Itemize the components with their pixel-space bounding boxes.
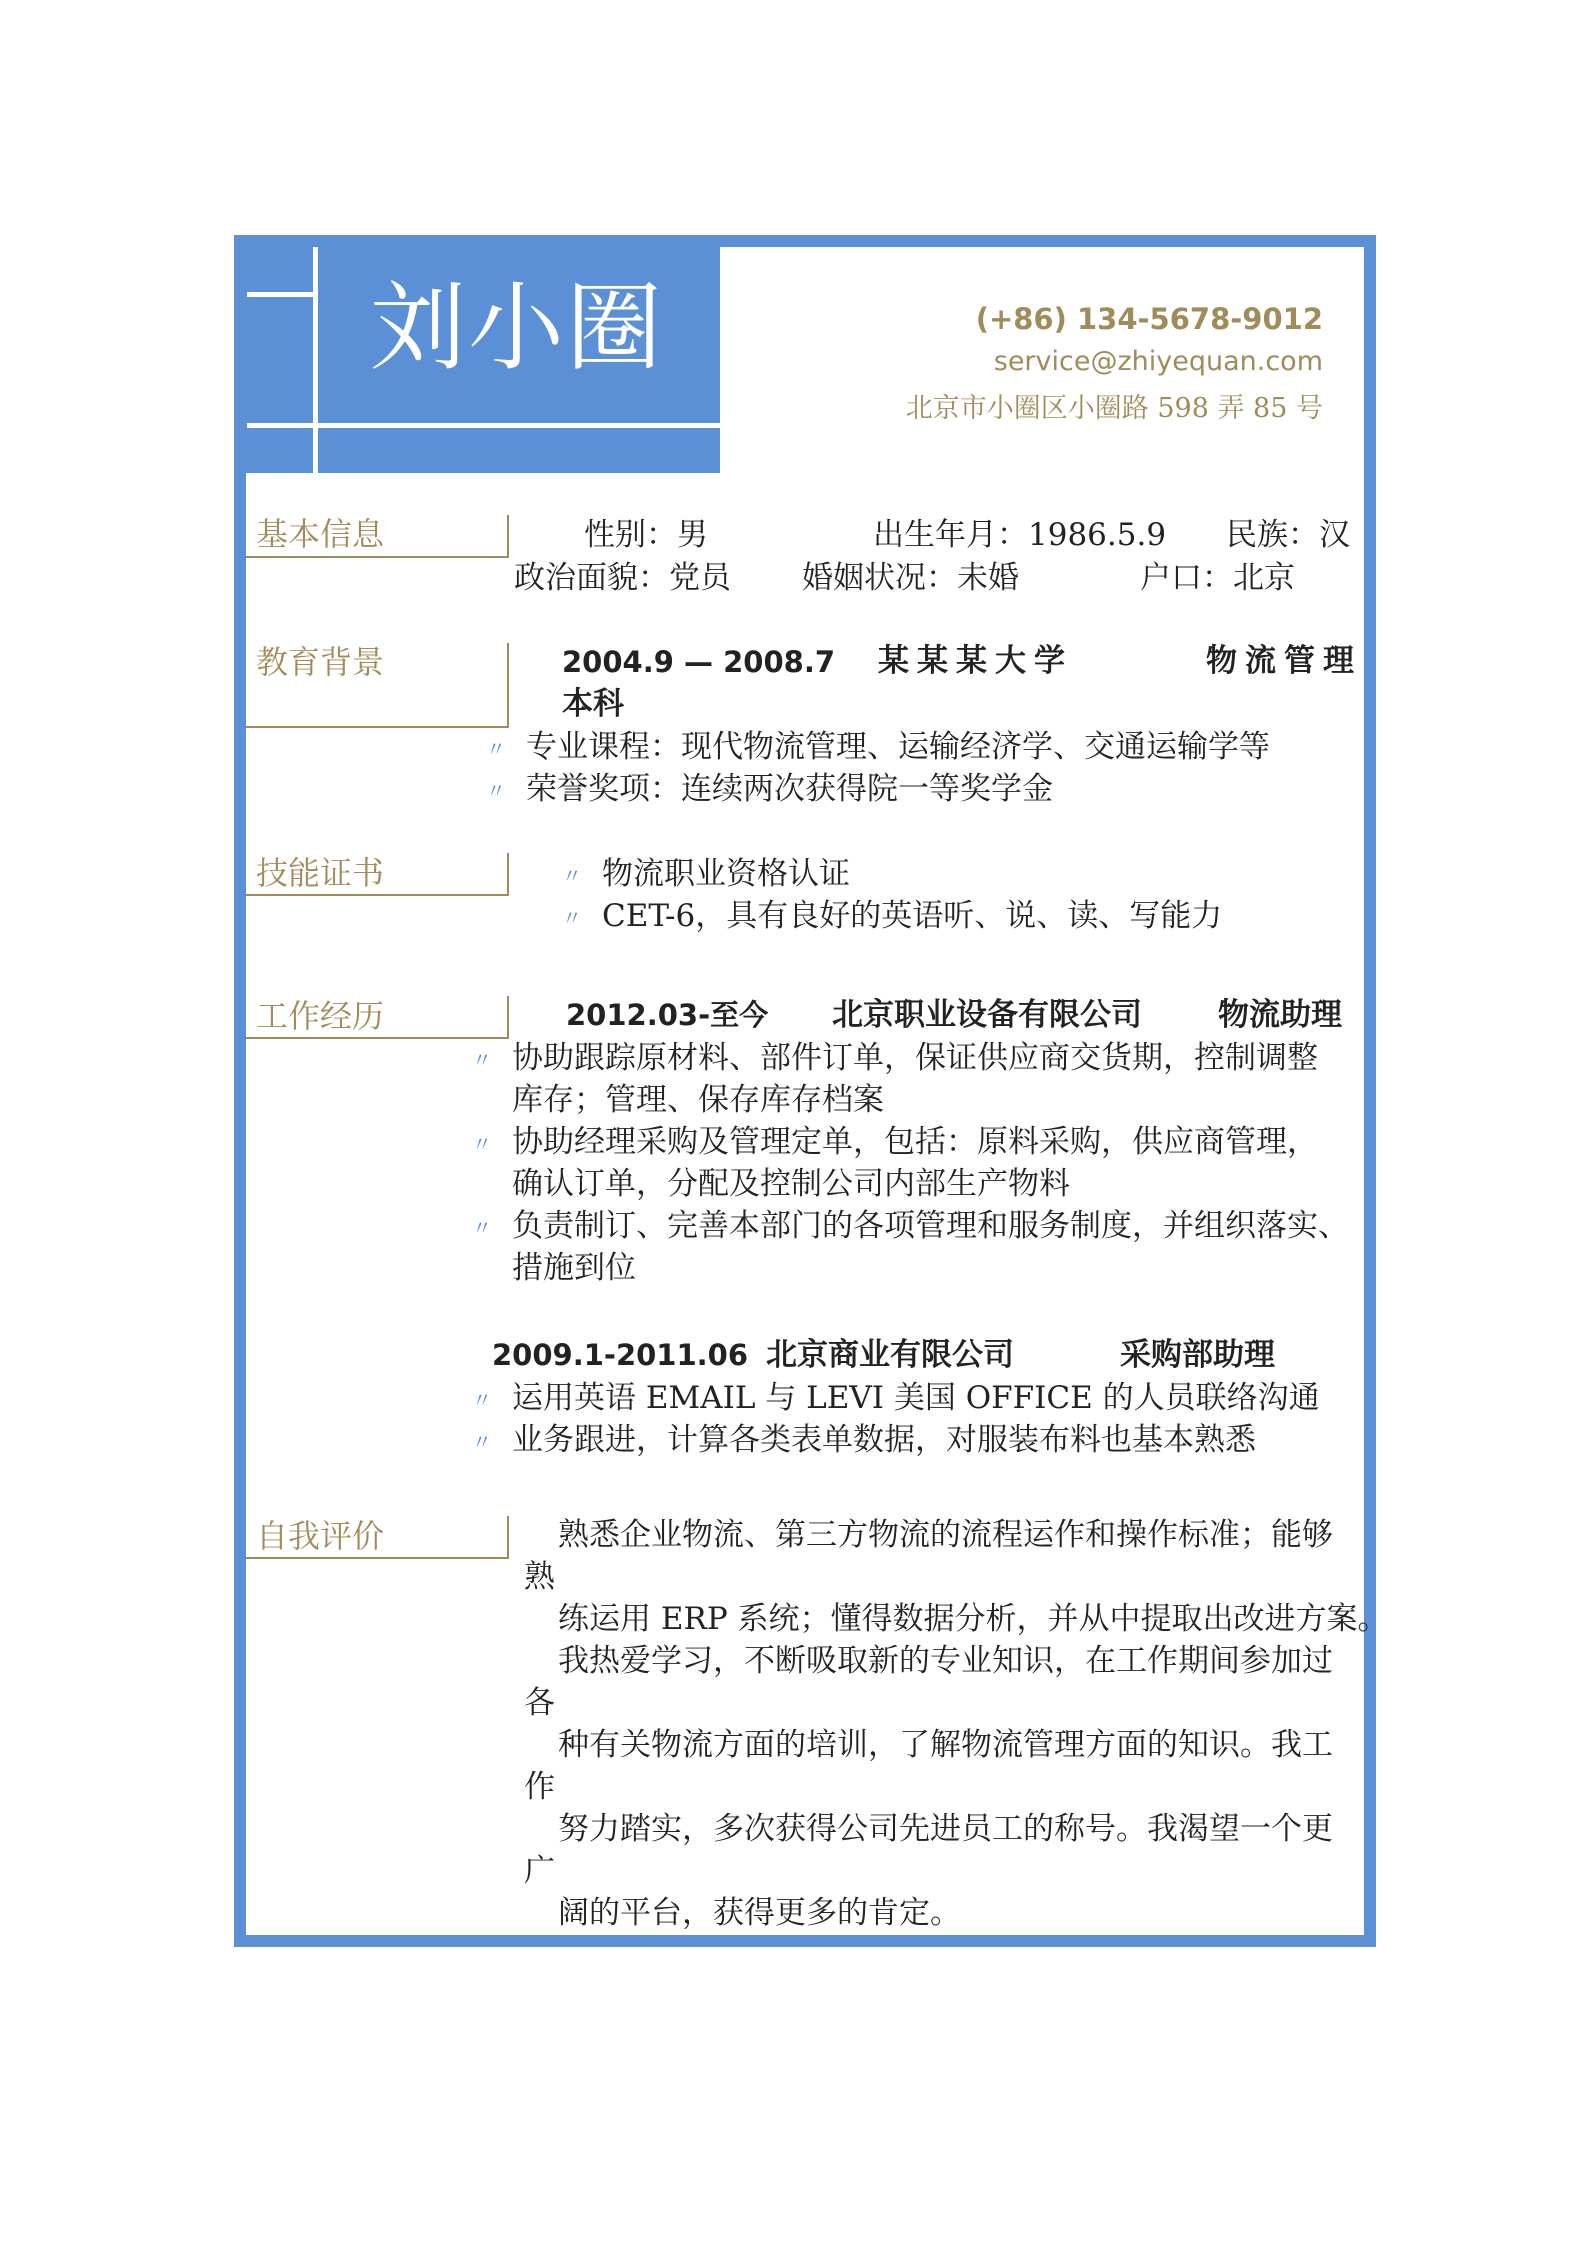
major: 物流管理 [1206,643,1362,679]
self-eval-line: 种有关物流方面的培训，了解物流管理方面的知识。我工 [558,1727,1333,1763]
self-eval-line: 熟悉企业物流、第三方物流的流程运作和操作标准；能够 [558,1517,1333,1553]
section-underline [246,1037,508,1039]
self-eval-line: 熟 [524,1559,555,1595]
hukou: 户口：北京 [1140,560,1295,596]
section-title-education: 教育背景 [256,643,385,681]
section-title-basic: 基本信息 [256,515,385,553]
section-underline [246,1557,508,1559]
double-slash-bullet-icon: 〃 [562,864,582,888]
candidate-name: 刘小圈 [370,272,664,384]
self-eval-line: 各 [524,1685,555,1721]
self-eval-line: 练运用 ERP 系统；懂得数据分析，并从中提取出改进方案。 [558,1601,1389,1637]
education-period: 2004.9 — 2008.7 [562,645,836,679]
double-slash-bullet-icon: 〃 [486,779,506,803]
section-divider [507,515,509,558]
section-underline [246,894,508,896]
section-divider [507,1516,509,1559]
section-title-skills: 技能证书 [256,854,385,892]
marital-status: 婚姻状况：未婚 [802,560,1019,596]
double-slash-bullet-icon: 〃 [472,1048,492,1072]
job-role: 采购部助理 [1120,1337,1275,1373]
degree: 本科 [562,686,624,722]
double-slash-bullet-icon: 〃 [472,1388,492,1412]
self-eval-line: 我热爱学习，不断吸取新的专业知识，在工作期间参加过 [558,1643,1333,1679]
section-divider [507,996,509,1039]
job-duty-line: 业务跟进，计算各类表单数据，对服装布料也基本熟悉 [512,1422,1256,1458]
decor-line [313,247,318,473]
double-slash-bullet-icon: 〃 [562,906,582,930]
education-detail: 荣誉奖项：连续两次获得院一等奖学金 [526,771,1053,807]
self-eval-line: 努力踏实，多次获得公司先进员工的称号。我渴望一个更 [558,1811,1333,1847]
section-underline [246,726,508,728]
skill-item: CET-6，具有良好的英语听、说、读、写能力 [602,898,1223,934]
company-name: 北京商业有限公司 [766,1337,1014,1373]
school-name: 某某某大学 [878,643,1073,679]
ethnicity: 民族：汉 [1226,517,1350,553]
decor-line [247,292,317,297]
email-address: service@zhiyequan.com [993,346,1323,377]
double-slash-bullet-icon: 〃 [472,1216,492,1240]
job-duty-line: 确认订单，分配及控制公司内部生产物料 [512,1166,1070,1202]
job-role: 物流助理 [1218,997,1342,1033]
double-slash-bullet-icon: 〃 [472,1132,492,1156]
job-duty-line: 协助跟踪原材料、部件订单，保证供应商交货期，控制调整 [512,1040,1318,1076]
home-address: 北京市小圈区小圈路 598 弄 85 号 [905,393,1323,424]
self-eval-line: 广 [524,1853,555,1889]
job-period: 2012.03-至今 [566,998,769,1032]
birth-date: 出生年月：1986.5.9 [873,517,1167,553]
job-duty-line: 库存；管理、保存库存档案 [512,1082,884,1118]
gender: 性别：男 [584,517,708,553]
company-name: 北京职业设备有限公司 [832,997,1142,1033]
section-title-work: 工作经历 [256,997,385,1035]
section-title-self: 自我评价 [256,1517,385,1555]
double-slash-bullet-icon: 〃 [486,737,506,761]
double-slash-bullet-icon: 〃 [472,1430,492,1454]
job-period: 2009.1-2011.06 [492,1338,749,1372]
phone-number: (+86) 134-5678-9012 [975,302,1323,336]
job-duty-line: 负责制订、完善本部门的各项管理和服务制度，并组织落实、 [512,1208,1349,1244]
job-duty-line: 措施到位 [512,1250,636,1286]
section-divider [507,643,509,728]
skill-item: 物流职业资格认证 [602,856,850,892]
political-status: 政治面貌：党员 [514,560,731,596]
section-underline [246,556,508,558]
education-detail: 专业课程：现代物流管理、运输经济学、交通运输学等 [526,729,1270,765]
self-eval-line: 阔的平台，获得更多的肯定。 [558,1895,961,1931]
section-divider [507,853,509,896]
job-duty-line: 协助经理采购及管理定单，包括：原料采购，供应商管理， [512,1124,1318,1160]
self-eval-line: 作 [524,1769,555,1805]
job-duty-line: 运用英语 EMAIL 与 LEVI 美国 OFFICE 的人员联络沟通 [512,1380,1320,1416]
